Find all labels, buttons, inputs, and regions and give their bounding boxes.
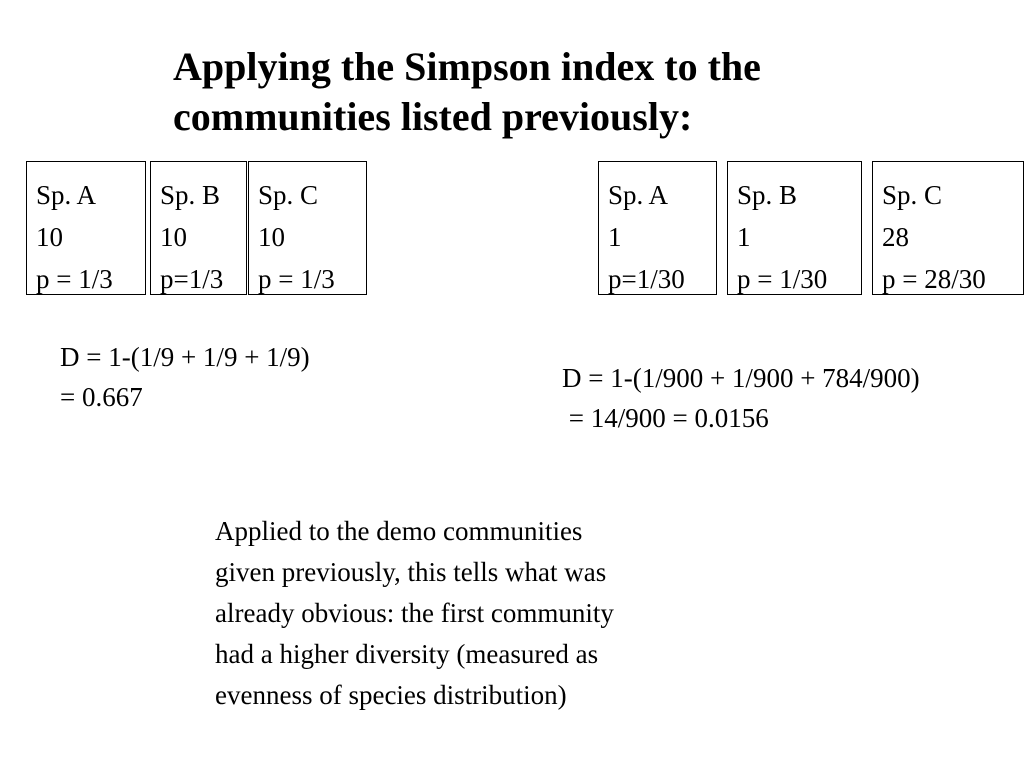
species-proportion: p = 28/30 xyxy=(882,264,986,294)
formula-line-2: = 0.667 xyxy=(60,382,143,412)
species-count: 28 xyxy=(882,222,909,252)
community1-species-a-box xyxy=(26,161,146,295)
slide-title xyxy=(173,42,933,142)
species-name: Sp. A xyxy=(36,180,97,210)
note-line: already obvious: the first community xyxy=(215,598,614,628)
formula-line-1: D = 1-(1/900 + 1/900 + 784/900) xyxy=(562,363,920,393)
community1-species-c-box xyxy=(248,161,367,295)
species-proportion: p=1/30 xyxy=(608,264,685,294)
title-line-2: communities listed previously: xyxy=(173,94,693,139)
species-count: 10 xyxy=(258,222,285,252)
note-line: given previously, this tells what was xyxy=(215,557,607,587)
community2-species-b-box xyxy=(727,161,862,295)
species-name: Sp. A xyxy=(608,180,669,210)
species-name: Sp. C xyxy=(258,180,319,210)
community2-formula xyxy=(562,358,920,438)
species-name: Sp. B xyxy=(160,180,221,210)
species-count: 1 xyxy=(608,222,622,252)
title-line-1: Applying the Simpson index to the xyxy=(173,44,761,89)
community1-species-b-box xyxy=(150,161,247,295)
species-count: 1 xyxy=(737,222,751,252)
species-count: 10 xyxy=(160,222,187,252)
species-proportion: p = 1/30 xyxy=(737,264,828,294)
species-count: 10 xyxy=(36,222,63,252)
species-proportion: p = 1/3 xyxy=(36,264,113,294)
species-proportion: p = 1/3 xyxy=(258,264,335,294)
species-name: Sp. C xyxy=(882,180,943,210)
note-line: Applied to the demo communities xyxy=(215,516,583,546)
note-line: had a higher diversity (measured as xyxy=(215,639,599,669)
species-proportion: p=1/3 xyxy=(160,264,224,294)
formula-line-2: = 14/900 = 0.0156 xyxy=(562,403,769,433)
community2-species-c-box xyxy=(872,161,1024,295)
community2-species-a-box xyxy=(598,161,717,295)
community1-formula xyxy=(60,337,310,417)
formula-line-1: D = 1-(1/9 + 1/9 + 1/9) xyxy=(60,342,310,372)
note-line: evenness of species distribution) xyxy=(215,680,567,710)
conclusion-note xyxy=(215,511,775,716)
species-name: Sp. B xyxy=(737,180,798,210)
